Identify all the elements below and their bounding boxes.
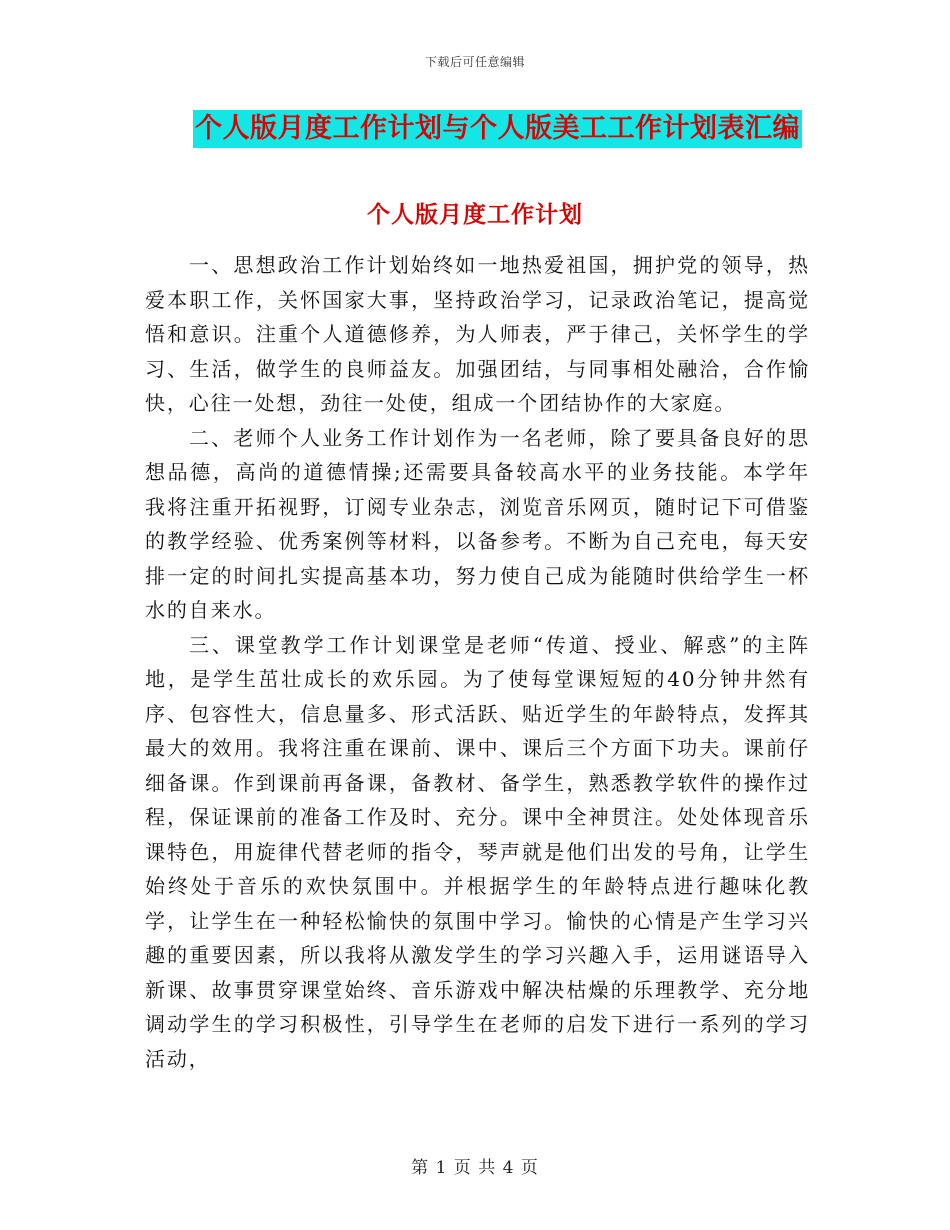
paragraph-classroom-teaching: 三、课堂教学工作计划课堂是老师“传道、授业、解惑”的主阵地，是学生茁壮成长的欢乐园。为了使每堂课短短的40分钟井然有序、包容性大，信息量多、形式活跃、贴近学生的年龄特点，发挥其最大的效用。我将注重在课前、课中、课后三个方面下功夫。课前仔细备课。作到课前再备课，备教材、备学生，熟悉教学软件的操作过程，保证课前的准备工作及时、充分。课中全神贯注。处处体现音乐课特色，用旋律代替老师的指令，琴声就是他们出发的号角，让学生始终处于音乐的欢快氛围中。并根据学生的年龄特点进行趣味化教学，让学生在一种轻松愉快的氛围中学习。愉快的心情是产生学习兴趣的重要因素，所以我将从激发学生的学习兴趣入手，运用谜语导入新课、故事贯穿课堂始终、音乐游戏中解决枯燥的乐理教学、充分地调动学生的学习积极性，引导学生在老师的启发下进行一系列的学习活动， — [145, 632, 810, 1071]
paragraph-professional-work: 二、老师个人业务工作计划作为一名老师，除了要具备良好的思想品德，高尚的道德情操;还需要具备较高水平的业务技能。本学年我将注重开拓视野，订阅专业杂志，浏览音乐网页，随时记下可借鉴的教学经验、优秀案例等材料，以备参考。不断为自己充电，每天安排一定的时间扎实提高基本功，努力使自己成为能随时供给学生一杯水的自来水。 — [145, 425, 810, 622]
paragraph-political-work: 一、思想政治工作计划始终如一地热爱祖国，拥护党的领导，热爱本职工作，关怀国家大事，坚持政治学习，记录政治笔记，提高觉悟和意识。注重个人道德修养，为人师表，严于律己，关怀学生的学习、生活，做学生的良师益友。加强团结，与同事相处融洽，合作愉快，心往一处想，劲往一处使，组成一个团结协作的大家庭。 — [145, 253, 810, 415]
header-note: 下载后可任意编辑 — [424, 55, 525, 69]
section-title: 个人版月度工作计划 — [367, 201, 583, 228]
document-title: 个人版月度工作计划与个人版美工工作计划表汇编 — [193, 110, 802, 148]
body-text — [145, 248, 810, 1076]
document-title-container — [0, 110, 950, 148]
page-number-footer: 第 1 页 共 4 页 — [411, 1158, 539, 1178]
